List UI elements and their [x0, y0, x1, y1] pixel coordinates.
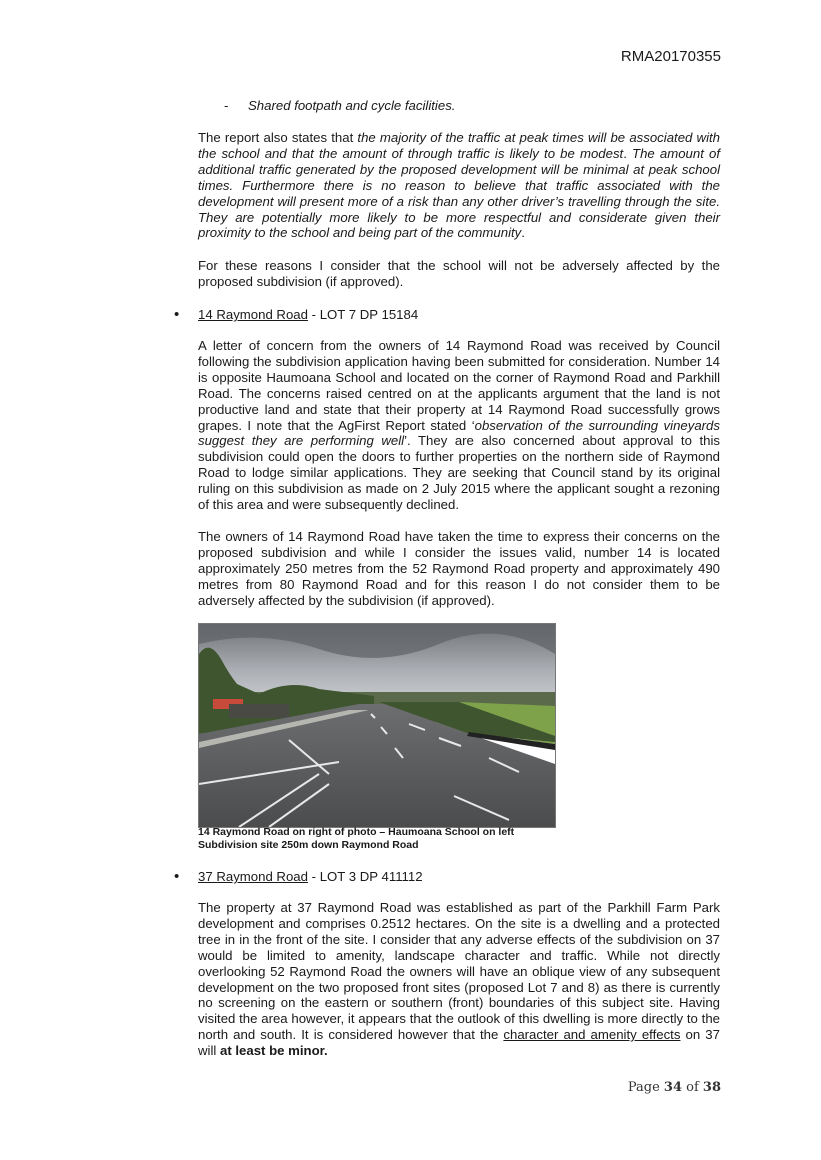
- paragraph-37-raymond-road: [198, 900, 720, 1059]
- bullet-14-raymond-road: [174, 306, 419, 323]
- para4-text: The owners of 14 Raymond Road have taken the time to express their concerns on the proposed subdivision and while I consider the issues valid, number 14 is located approximately 250 metres from the 52 Raymond Road property and approximately 490 metres from 80 Raymond Road and for this reason I do not consider them to be adversely affected by the subdivision (if approved).: [198, 529, 720, 608]
- paragraph-owners-concerns: [198, 529, 720, 609]
- para5-underlined: character and amenity effects: [503, 1027, 681, 1043]
- list-item-text: Shared footpath and cycle facilities.: [248, 98, 456, 113]
- road-photo-image: [199, 624, 555, 827]
- caption-line-2: Subdivision site 250m down Raymond Road: [198, 839, 419, 851]
- para3-italic: observation of the surrounding vineyards suggest they are performing well: [198, 417, 720, 449]
- paragraph-school-conclusion: [198, 258, 720, 290]
- para2-text: For these reasons I consider that the school will not be adversely affected by the proposed subdivision (if approved).: [198, 258, 720, 289]
- para1-end: .: [521, 225, 525, 241]
- para1-italic2: The amount of additional traffic generated by the proposed development will be minimal at peak school times. Furthermore there is no reason to believe that traffic associated with the development will present more of a risk than any other driver’s travelling through the site. They are potentially more likely to be more respectful and considerate given their proximity to the school and being part of the community: [198, 145, 720, 241]
- dash-marker: -: [224, 98, 229, 113]
- list-item-footpath: [224, 98, 455, 113]
- bullet-icon: •: [174, 306, 180, 323]
- page-label: Page: [627, 1080, 664, 1095]
- para5-bold: at least be minor.: [219, 1043, 328, 1059]
- paragraph-traffic-report: [198, 130, 720, 241]
- road-photo: [198, 623, 556, 828]
- bullet-icon: •: [174, 868, 180, 885]
- photo-caption: [198, 826, 514, 852]
- caption-line-1: 14 Raymond Road on right of photo – Haumoana School on left: [198, 826, 515, 838]
- para1-italic: the majority of the traffic at peak times will be associated with the school and that the amount of through traffic is likely to be modest: [198, 130, 720, 161]
- bullet-title: 14 Raymond Road: [198, 307, 308, 322]
- para3-lead: A letter of concern from the owners of 14 Raymond Road was received by Council following the subdivision application having been submitted for consideration. Number 14 is opposite Haumoana School and located on the corner of Raymond Road and Parkhill Road. The concerns raised centred on at the applicants argument that the land is not productive land and state that their property at 14 Raymond Road successfully grows grapes. I note that the AgFirst Report stated ‘: [198, 338, 720, 433]
- reference-number: RMA20170355: [620, 48, 721, 65]
- para1-lead: The report also states that: [198, 130, 358, 145]
- para3-end: ’. They are also concerned about approval to this subdivision could open the doors to further properties on the northern side of Raymond Road to lodge similar applications. They are seeking that Council stand by its original ruling on this subdivision as made on 2 July 2015 where the applicant sought a rezoning of this area and were subsequently declined.: [198, 433, 720, 513]
- bullet-lot: - LOT 3 DP 411112: [307, 869, 423, 884]
- of-label: of: [682, 1080, 703, 1095]
- para5-mid: on 37 will: [198, 1027, 720, 1059]
- page-number: [628, 1080, 721, 1095]
- bullet-37-raymond-road: [174, 868, 423, 885]
- bullet-lot: - LOT 7 DP 15184: [307, 307, 419, 322]
- paragraph-letter-of-concern: [198, 338, 720, 513]
- bullet-title: 37 Raymond Road: [198, 869, 308, 884]
- current-page: 34: [663, 1080, 682, 1095]
- total-pages: 38: [702, 1080, 721, 1095]
- para5-lead: The property at 37 Raymond Road was established as part of the Parkhill Farm Park development and comprises 0.2512 hectares. On the site is a dwelling and a protected tree in in the front of the site. I consider that any adverse effects of the subdivision on 37 would be limited to amenity, landscape character and traffic. While not directly overlooking 52 Raymond Road the owners will have an oblique view of any subsequent development on the two proposed front sites (proposed Lot 7 and 8) as there is currently no screening on the eastern or southern (front) boundaries of this subject site. Having visited the area however, it appears that the outlook of this dwelling is more directly to the north and south. It is considered however that the: [198, 900, 720, 1043]
- para1-mid: .: [623, 145, 633, 161]
